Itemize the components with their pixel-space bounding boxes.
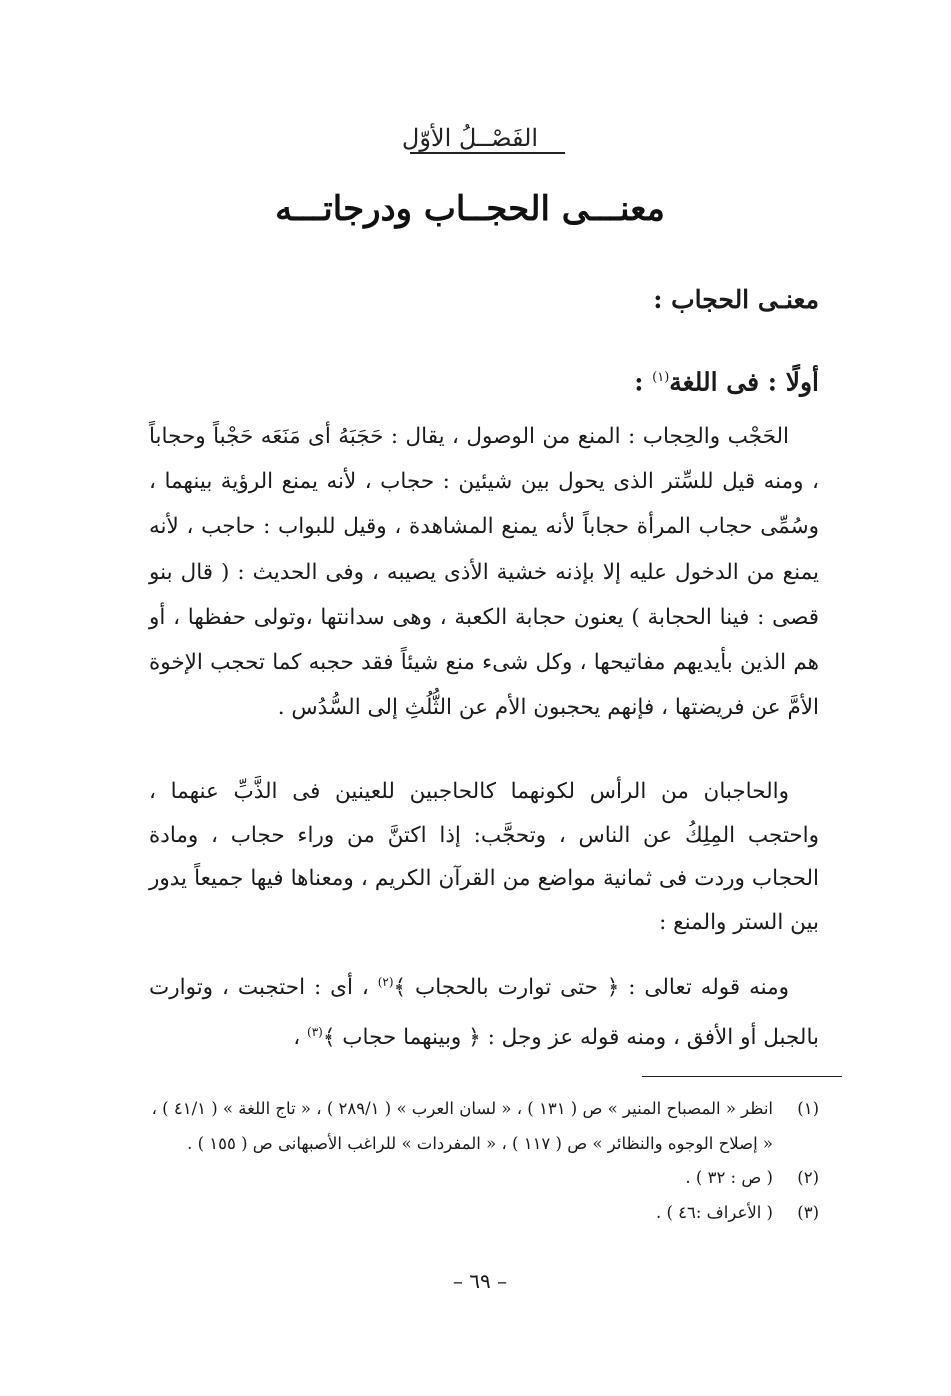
paragraph-3 bbox=[149, 960, 819, 1060]
footnote-text: ( ص : ٣٢ ) . bbox=[685, 1168, 773, 1187]
footnote-separator bbox=[642, 1076, 842, 1077]
subheading-text: أولًا : فى اللغة bbox=[669, 367, 819, 397]
footnote-ref: (٣) bbox=[307, 1025, 323, 1040]
subheading bbox=[634, 358, 819, 402]
chapter-underline bbox=[410, 152, 565, 154]
paragraph-2 bbox=[149, 770, 819, 944]
footnote-item bbox=[149, 1196, 819, 1231]
footnote-number: (٣) bbox=[797, 1202, 819, 1222]
footnotes bbox=[149, 1092, 819, 1230]
page-number: – ٦٩ – bbox=[452, 1269, 508, 1293]
footnote-text: ( الأعراف :٤٦ ) . bbox=[655, 1202, 773, 1222]
paragraph-1 bbox=[149, 414, 819, 730]
footnote-number: (٢) bbox=[797, 1168, 819, 1187]
paragraph-text: والحاجبان من الرأس لكونهما كالحاجبين للعينين فى الذَّبِّ عنهما ، واحتجب المِلِكُ عن الناس ، وتحجَّب: إذا اكتنَّ من وراء حجاب ، ومادة الحجاب وردت فى ثمانية مواضع من القرآن الكريم ، ومعناها فيها جميعاً يدور بين الستر والمنع : bbox=[149, 779, 819, 935]
footnote-text: انظر « المصباح المنير » ص ( ١٣١ ) ، « لسان العرب » ( ٢٨٩/١ ) ، « تاج اللغة » ( ٤١/١ ) ، « إصلاح الوجوه والنظائر » ص ( ١١٧ ) ، « المفردات » للراغب الأصبهانى ص ( ١٥٥ ) . bbox=[151, 1099, 773, 1153]
subheading-tail: : bbox=[634, 367, 653, 397]
paragraph-text: ، bbox=[293, 1025, 308, 1051]
chapter-label: الفَصْــلُ الأوّل bbox=[401, 124, 539, 152]
chapter-title: معنـــى الحجــاب ودرجاتـــه bbox=[275, 189, 665, 229]
footnote-item bbox=[149, 1161, 819, 1196]
paragraph-text: ومنه قوله تعالى : ﴿ حتى توارت بالحجاب ﴾ bbox=[393, 975, 789, 1001]
footnote-number: (١) bbox=[797, 1099, 819, 1118]
footnote-ref: (٢) bbox=[377, 975, 394, 989]
footnote-ref: (١) bbox=[652, 370, 670, 385]
paragraph-text: الحَجْب والحِجاب : المنع من الوصول ، يقال : حَجَبَهُ أى مَنَعَه حَجْباً وحجاباً ، ومنه قيل للسِّتر الذى يحول بين شيئين : حجاب ، لأنه يمنع الرؤية بينهما ، وسُمِّى حجاب المرأة حجاباً لأنه يمنع المشاهدة ، وقيل للبواب : حاجب ، لأنه يمنع من الدخول عليه إلا بإذنه خشية الأذى يصيبه ، وفى الحديث : ( قال بنو قصى : فينا الحجابة ) يعنون حجابة الكعبة ، وهى سدانتها ،وتولى حفظها ، أو هم الذين بأيديهم مفاتيحها ، وكل شىء منع شيئاً فقد حجبه كما تحجب الإخوة الأمَّ عن فريضتها ، فإنهم يحجبون الأم عن الثُّلُثِ إلى السُّدُس . bbox=[149, 424, 819, 721]
footnote-item bbox=[149, 1092, 819, 1161]
section-heading: معنـى الحجاب : bbox=[653, 285, 819, 314]
paragraph-text: ، أى : احتجبت ، وتوارت بالجبل أو الأفق ، ومنه قوله عز وجل : ﴿ وبينهما حجاب ﴾ bbox=[149, 975, 819, 1051]
